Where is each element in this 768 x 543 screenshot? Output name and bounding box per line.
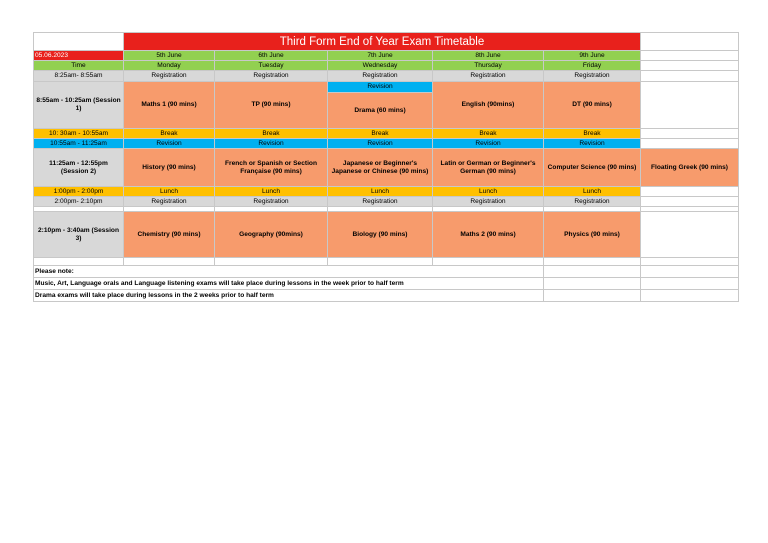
time-header: Time: [34, 61, 124, 71]
notes-line1-row: [34, 278, 739, 290]
lunch-cell: Lunch: [433, 187, 544, 197]
notes-line2-row: [34, 290, 739, 302]
break-time: 10: 30am - 10:55am: [34, 129, 124, 139]
empty-cell: [641, 212, 739, 258]
date-thursday: 8th June: [433, 51, 544, 61]
break-cell: Break: [328, 129, 433, 139]
revision-time: 10:55am - 11:25am: [34, 139, 124, 149]
exam-friday-s3: Physics (90 mins): [544, 212, 641, 258]
session3-time: 2:10pm - 3:40am (Session 3): [34, 212, 124, 258]
exam-wednesday-s3: Biology (90 mins): [328, 212, 433, 258]
lunch-cell: Lunch: [544, 187, 641, 197]
timetable-table: [33, 32, 739, 302]
empty-cell: [34, 33, 124, 51]
date-cell: 05.06.2023: [34, 51, 124, 61]
revision-wednesday-s1: Revision: [328, 82, 433, 93]
exam-wednesday-s1: Drama (60 mins): [328, 93, 433, 129]
notes-heading: Please note:: [34, 266, 544, 278]
registration-cell: Registration: [328, 71, 433, 82]
date-monday: 5th June: [124, 51, 215, 61]
registration-cell: Registration: [124, 71, 215, 82]
empty-cell: [641, 61, 739, 71]
weekday-monday: Monday: [124, 61, 215, 71]
empty-cell: [641, 197, 739, 207]
registration2-cell: Registration: [215, 197, 328, 207]
exam-monday-s1: Maths 1 (90 mins): [124, 82, 215, 129]
empty-cell: [641, 82, 739, 129]
break-cell: Break: [433, 129, 544, 139]
timetable-sheet: [33, 32, 739, 302]
exam-thursday-s3: Maths 2 (90 mins): [433, 212, 544, 258]
lunch-time: 1:00pm - 2:00pm: [34, 187, 124, 197]
registration2-row: [34, 197, 739, 207]
notes-heading-row: [34, 266, 739, 278]
registration2-time: 2:00pm- 2:10pm: [34, 197, 124, 207]
session2-row: [34, 149, 739, 187]
break-row: [34, 129, 739, 139]
exam-tuesday-s2: French or Spanish or Section Française (90 mins): [215, 149, 328, 187]
exam-thursday-s2: Latin or German or Beginner's German (90 mins): [433, 149, 544, 187]
revision-cell: Revision: [328, 139, 433, 149]
session1-row: [34, 82, 739, 93]
break-cell: Break: [215, 129, 328, 139]
empty-cell: [641, 129, 739, 139]
break-cell: Break: [544, 129, 641, 139]
dates-row: [34, 51, 739, 61]
empty-cell: [641, 139, 739, 149]
weekday-friday: Friday: [544, 61, 641, 71]
empty-cell: [641, 51, 739, 61]
registration-cell: Registration: [215, 71, 328, 82]
lunch-cell: Lunch: [215, 187, 328, 197]
timetable-title: Third Form End of Year Exam Timetable: [124, 33, 641, 51]
exam-friday-s2: Computer Science (90 mins): [544, 149, 641, 187]
empty-cell: [641, 71, 739, 82]
registration-cell: Registration: [433, 71, 544, 82]
empty-cell: [641, 187, 739, 197]
break-cell: Break: [124, 129, 215, 139]
revision-cell: Revision: [124, 139, 215, 149]
date-wednesday: 7th June: [328, 51, 433, 61]
weekday-thursday: Thursday: [433, 61, 544, 71]
exam-monday-s3: Chemistry (90 mins): [124, 212, 215, 258]
notes-line2: Drama exams will take place during lessons in the 2 weeks prior to half term: [34, 290, 544, 302]
exam-tuesday-s1: TP (90 mins): [215, 82, 328, 129]
revision-cell: Revision: [433, 139, 544, 149]
lunch-cell: Lunch: [328, 187, 433, 197]
registration2-cell: Registration: [433, 197, 544, 207]
registration2-cell: Registration: [544, 197, 641, 207]
date-tuesday: 6th June: [215, 51, 328, 61]
weekday-wednesday: Wednesday: [328, 61, 433, 71]
exam-wednesday-s2: Japanese or Beginner's Japanese or Chinese (90 mins): [328, 149, 433, 187]
date-friday: 9th June: [544, 51, 641, 61]
exam-tuesday-s3: Geography (90mins): [215, 212, 328, 258]
blank-row: [34, 258, 739, 266]
registration2-cell: Registration: [124, 197, 215, 207]
lunch-row: [34, 187, 739, 197]
lunch-cell: Lunch: [124, 187, 215, 197]
exam-friday-s1: DT (90 mins): [544, 82, 641, 129]
registration-cell: Registration: [544, 71, 641, 82]
session1-time: 8:55am - 10:25am (Session 1): [34, 82, 124, 129]
revision-cell: Revision: [215, 139, 328, 149]
exam-thursday-s1: English (90mins): [433, 82, 544, 129]
revision-row: [34, 139, 739, 149]
notes-line1: Music, Art, Language orals and Language listening exams will take place during lessons in the week prior to half term: [34, 278, 544, 290]
session3-row: [34, 212, 739, 258]
registration-time: 8:25am- 8:55am: [34, 71, 124, 82]
session2-time: 11:25am - 12:55pm (Session 2): [34, 149, 124, 187]
revision-cell: Revision: [544, 139, 641, 149]
exam-monday-s2: History (90 mins): [124, 149, 215, 187]
registration2-cell: Registration: [328, 197, 433, 207]
title-row: [34, 33, 739, 51]
exam-floating-greek: Floating Greek (90 mins): [641, 149, 739, 187]
registration-row: [34, 71, 739, 82]
empty-cell: [641, 33, 739, 51]
weekday-row: [34, 61, 739, 71]
weekday-tuesday: Tuesday: [215, 61, 328, 71]
